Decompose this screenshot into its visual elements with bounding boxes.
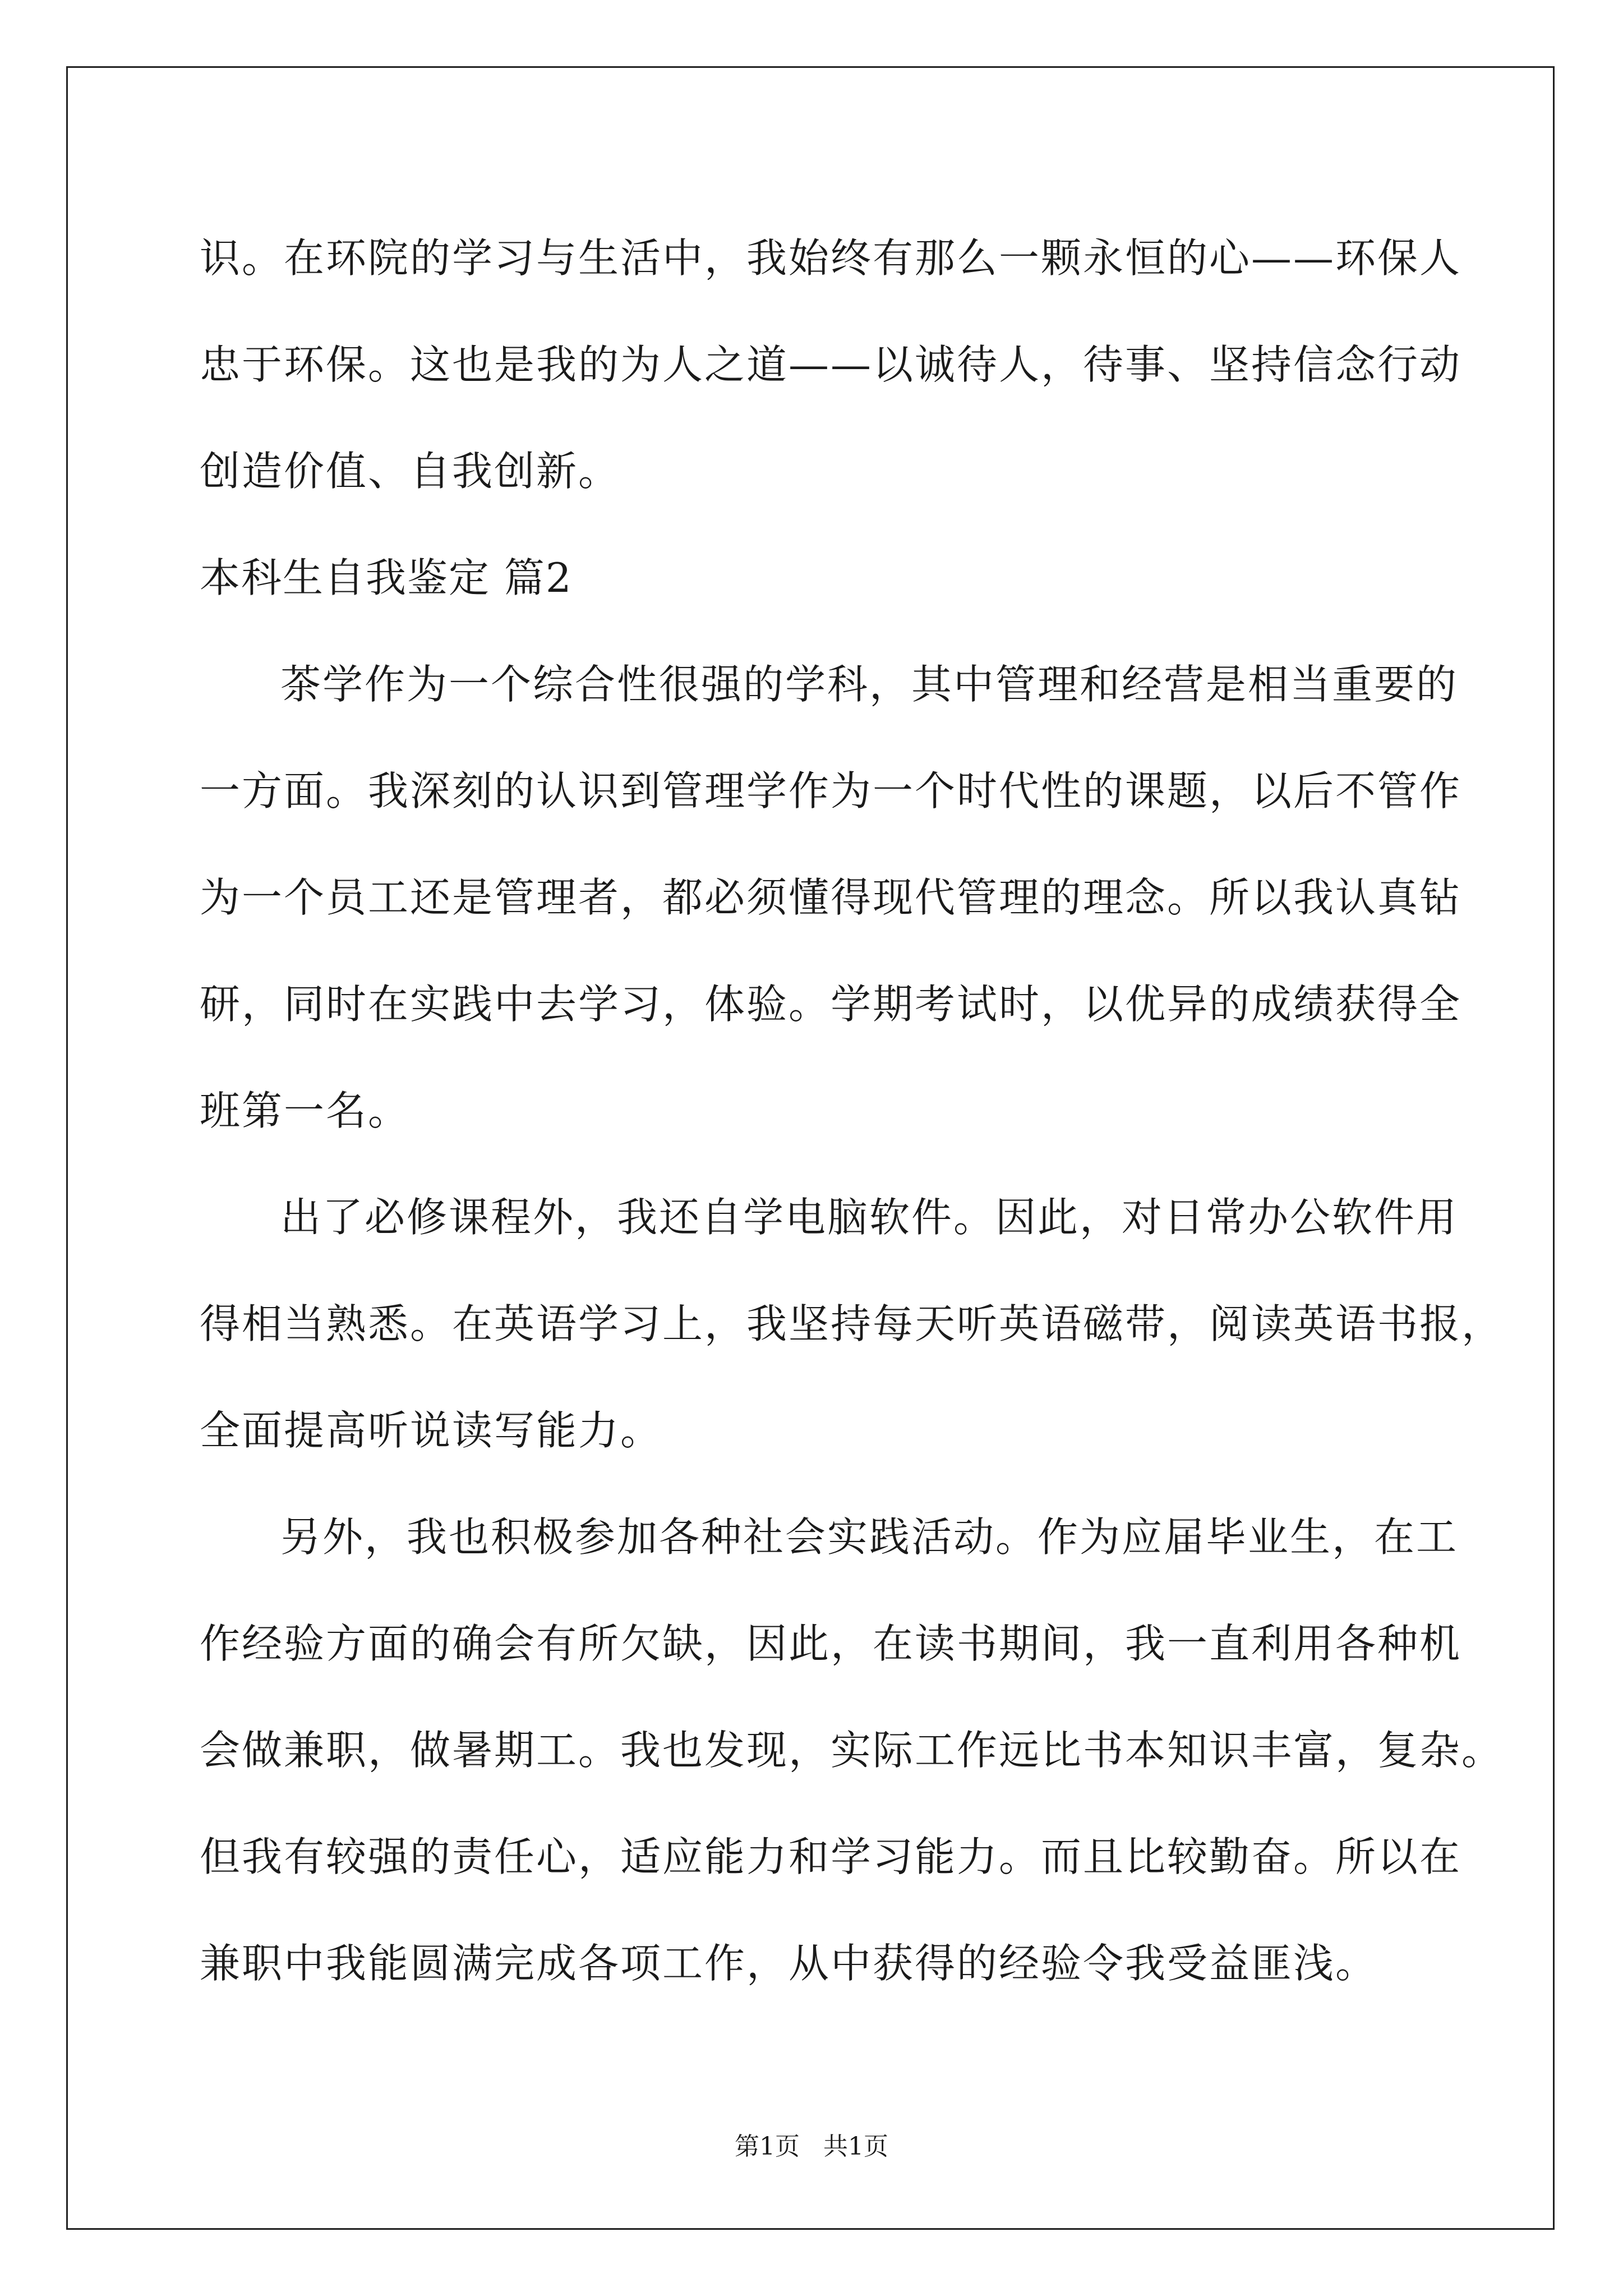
text-line: 但我有较强的责任心，适应能力和学习能力。而且比较勤奋。所以在 [200,1833,1462,1880]
paragraph-first-line: 茶学作为一个综合性很强的学科，其中管理和经营是相当重要的 [280,661,1459,708]
text-line: 一方面。我深刻的认识到管理学作为一个时代性的课题，以后不管作 [200,767,1462,815]
text-line: 为一个员工还是管理者，都必须懂得现代管理的理念。所以我认真钻 [200,874,1462,921]
text-line: 兼职中我能圆满完成各项工作，从中获得的经验令我受益匪浅。 [200,1940,1378,1987]
text-line: 作经验方面的确会有所欠缺，因此，在读书期间，我一直利用各种机 [200,1620,1462,1667]
text-line: 全面提高听说读写能力。 [200,1407,663,1454]
text-line: 识。在环院的学习与生活中，我始终有那么一颗永恒的心——环保人 [200,234,1462,282]
text-line: 班第一名。 [200,1087,411,1134]
page-number-footer: 第1页 共1页 [735,2132,888,2161]
text-line: 忠于环保。这也是我的为人之道——以诚待人，待事、坚持信念行动 [200,341,1462,388]
text-line: 得相当熟悉。在英语学习上，我坚持每天听英语磁带，阅读英语书报， [200,1300,1504,1347]
text-line: 研，同时在实践中去学习，体验。学期考试时，以优异的成绩获得全 [200,981,1462,1028]
paragraph-first-line: 另外，我也积极参加各种社会实践活动。作为应届毕业生，在工 [280,1513,1459,1561]
document-body [200,213,1504,2025]
text-line: 创造价值、自我创新。 [200,448,621,495]
text-line: 会做兼职，做暑期工。我也发现，实际工作远比书本知识丰富，复杂。 [200,1727,1504,1774]
section-heading: 本科生自我鉴定 篇2 [200,554,573,601]
paragraph-first-line: 出了必修课程外，我还自学电脑软件。因此，对日常办公软件用 [280,1194,1459,1241]
